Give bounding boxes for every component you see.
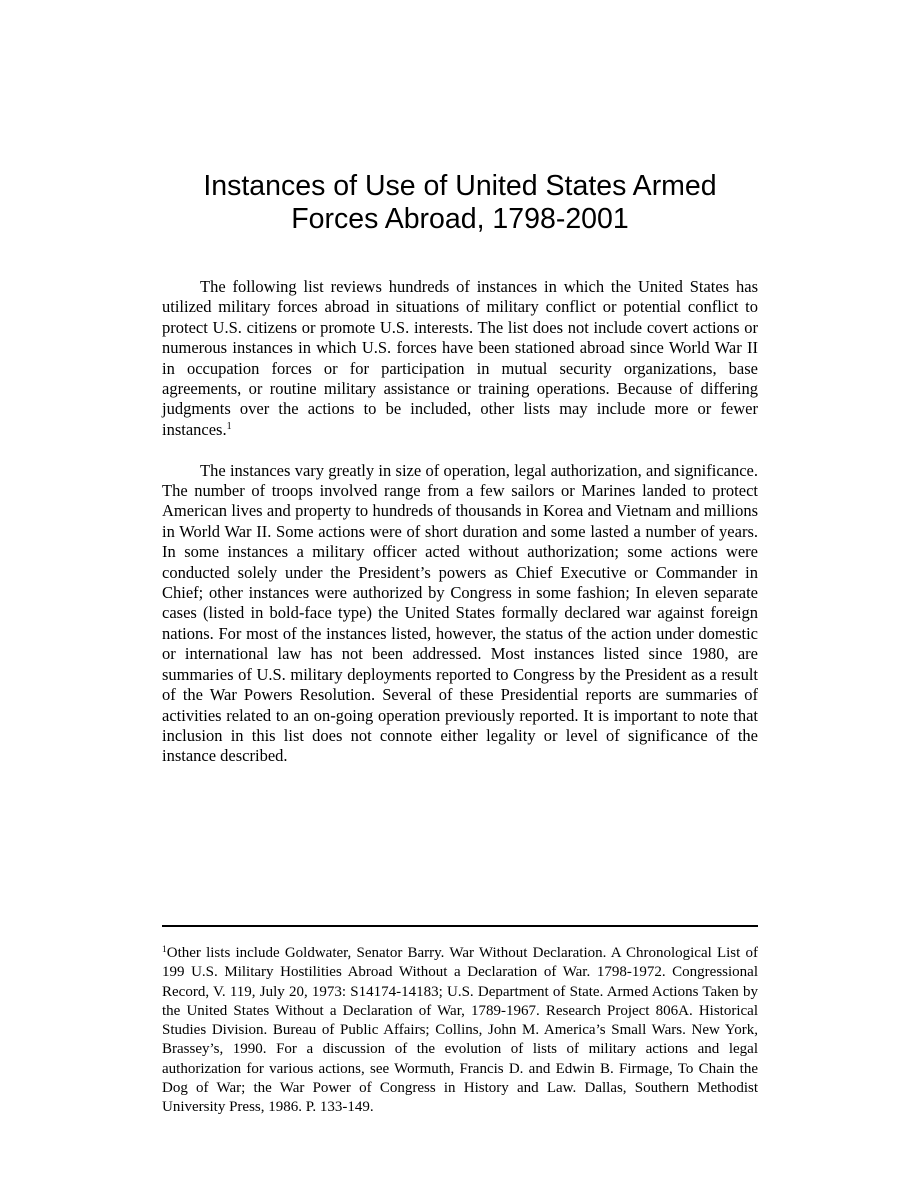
intro-paragraph-text: The following list reviews hundreds of instances in which the United States has utilized military forces abroad in situations of military conflict or potential conflict to protect U.S. citizens or promote U.S. interests. The list does not include covert actions or numerous instances in which U.S. forces have been stationed abroad since World War II in occupation forces or for participation in mutual security organizations, base agreements, or routine military assistance or training operations. Because of differing judgments over the actions to be included, other lists may include more or fewer instances. (162, 277, 758, 439)
intro-paragraph (162, 277, 758, 440)
title-line-1: Instances of Use of United States Armed (203, 170, 717, 202)
footnote-divider (162, 925, 758, 927)
body-text (162, 277, 758, 787)
footnote-text: Other lists include Goldwater, Senator Barry. War Without Declaration. A Chronological List of 199 U.S. Military Hostilities Abroad Without a Declaration of War. 1798-1972. Congressional Record, V. 119, July 20, 1973: S14174-14183; U.S. Department of State. Armed Actions Taken by the United States Without a Declaration of War, 1789-1967. Research Project 806A. Historical Studies Division. Bureau of Public Affairs; Collins, John M. America’s Small Wars. New York, Brassey’s, 1990. For a discussion of the evolution of lists of military actions and legal authorization for various actions, see Wormuth, Francis D. and Edwin B. Firmage, To Chain the Dog of War; the War Power of Congress in History and Law. Dallas, Southern Methodist University Press, 1986. P. 133-149. (162, 945, 758, 1116)
page-title (100, 170, 820, 236)
scope-paragraph: The instances vary greatly in size of operation, legal authorization, and significance. The number of troops involved range from a few sailors or Marines landed to protect American lives and property to hundreds of thousands in Korea and Vietnam and millions in World War II. Some actions were of short duration and some lasted a number of years. In some instances a military officer acted without authorization; some actions were conducted solely under the President’s powers as Chief Executive or Commander in Chief; other instances were authorized by Congress in some fashion; In eleven separate cases (listed in bold-face type) the United States formally declared war against foreign nations. For most of the instances listed, however, the status of the action under domestic or international law has not been addressed. Most instances listed since 1980, are summaries of U.S. military deployments reported to Congress by the President as a result of the War Powers Resolution. Several of these Presidential reports are summaries of activities related to an on-going operation previously reported. It is important to note that inclusion in this list does not connote either legality or level of significance of the instance described. (162, 460, 758, 766)
footnote-marker: 1 (162, 945, 167, 955)
title-line-2: Forces Abroad, 1798-2001 (291, 203, 629, 235)
footnote-reference: 1 (226, 420, 232, 432)
footnote (162, 944, 758, 1118)
